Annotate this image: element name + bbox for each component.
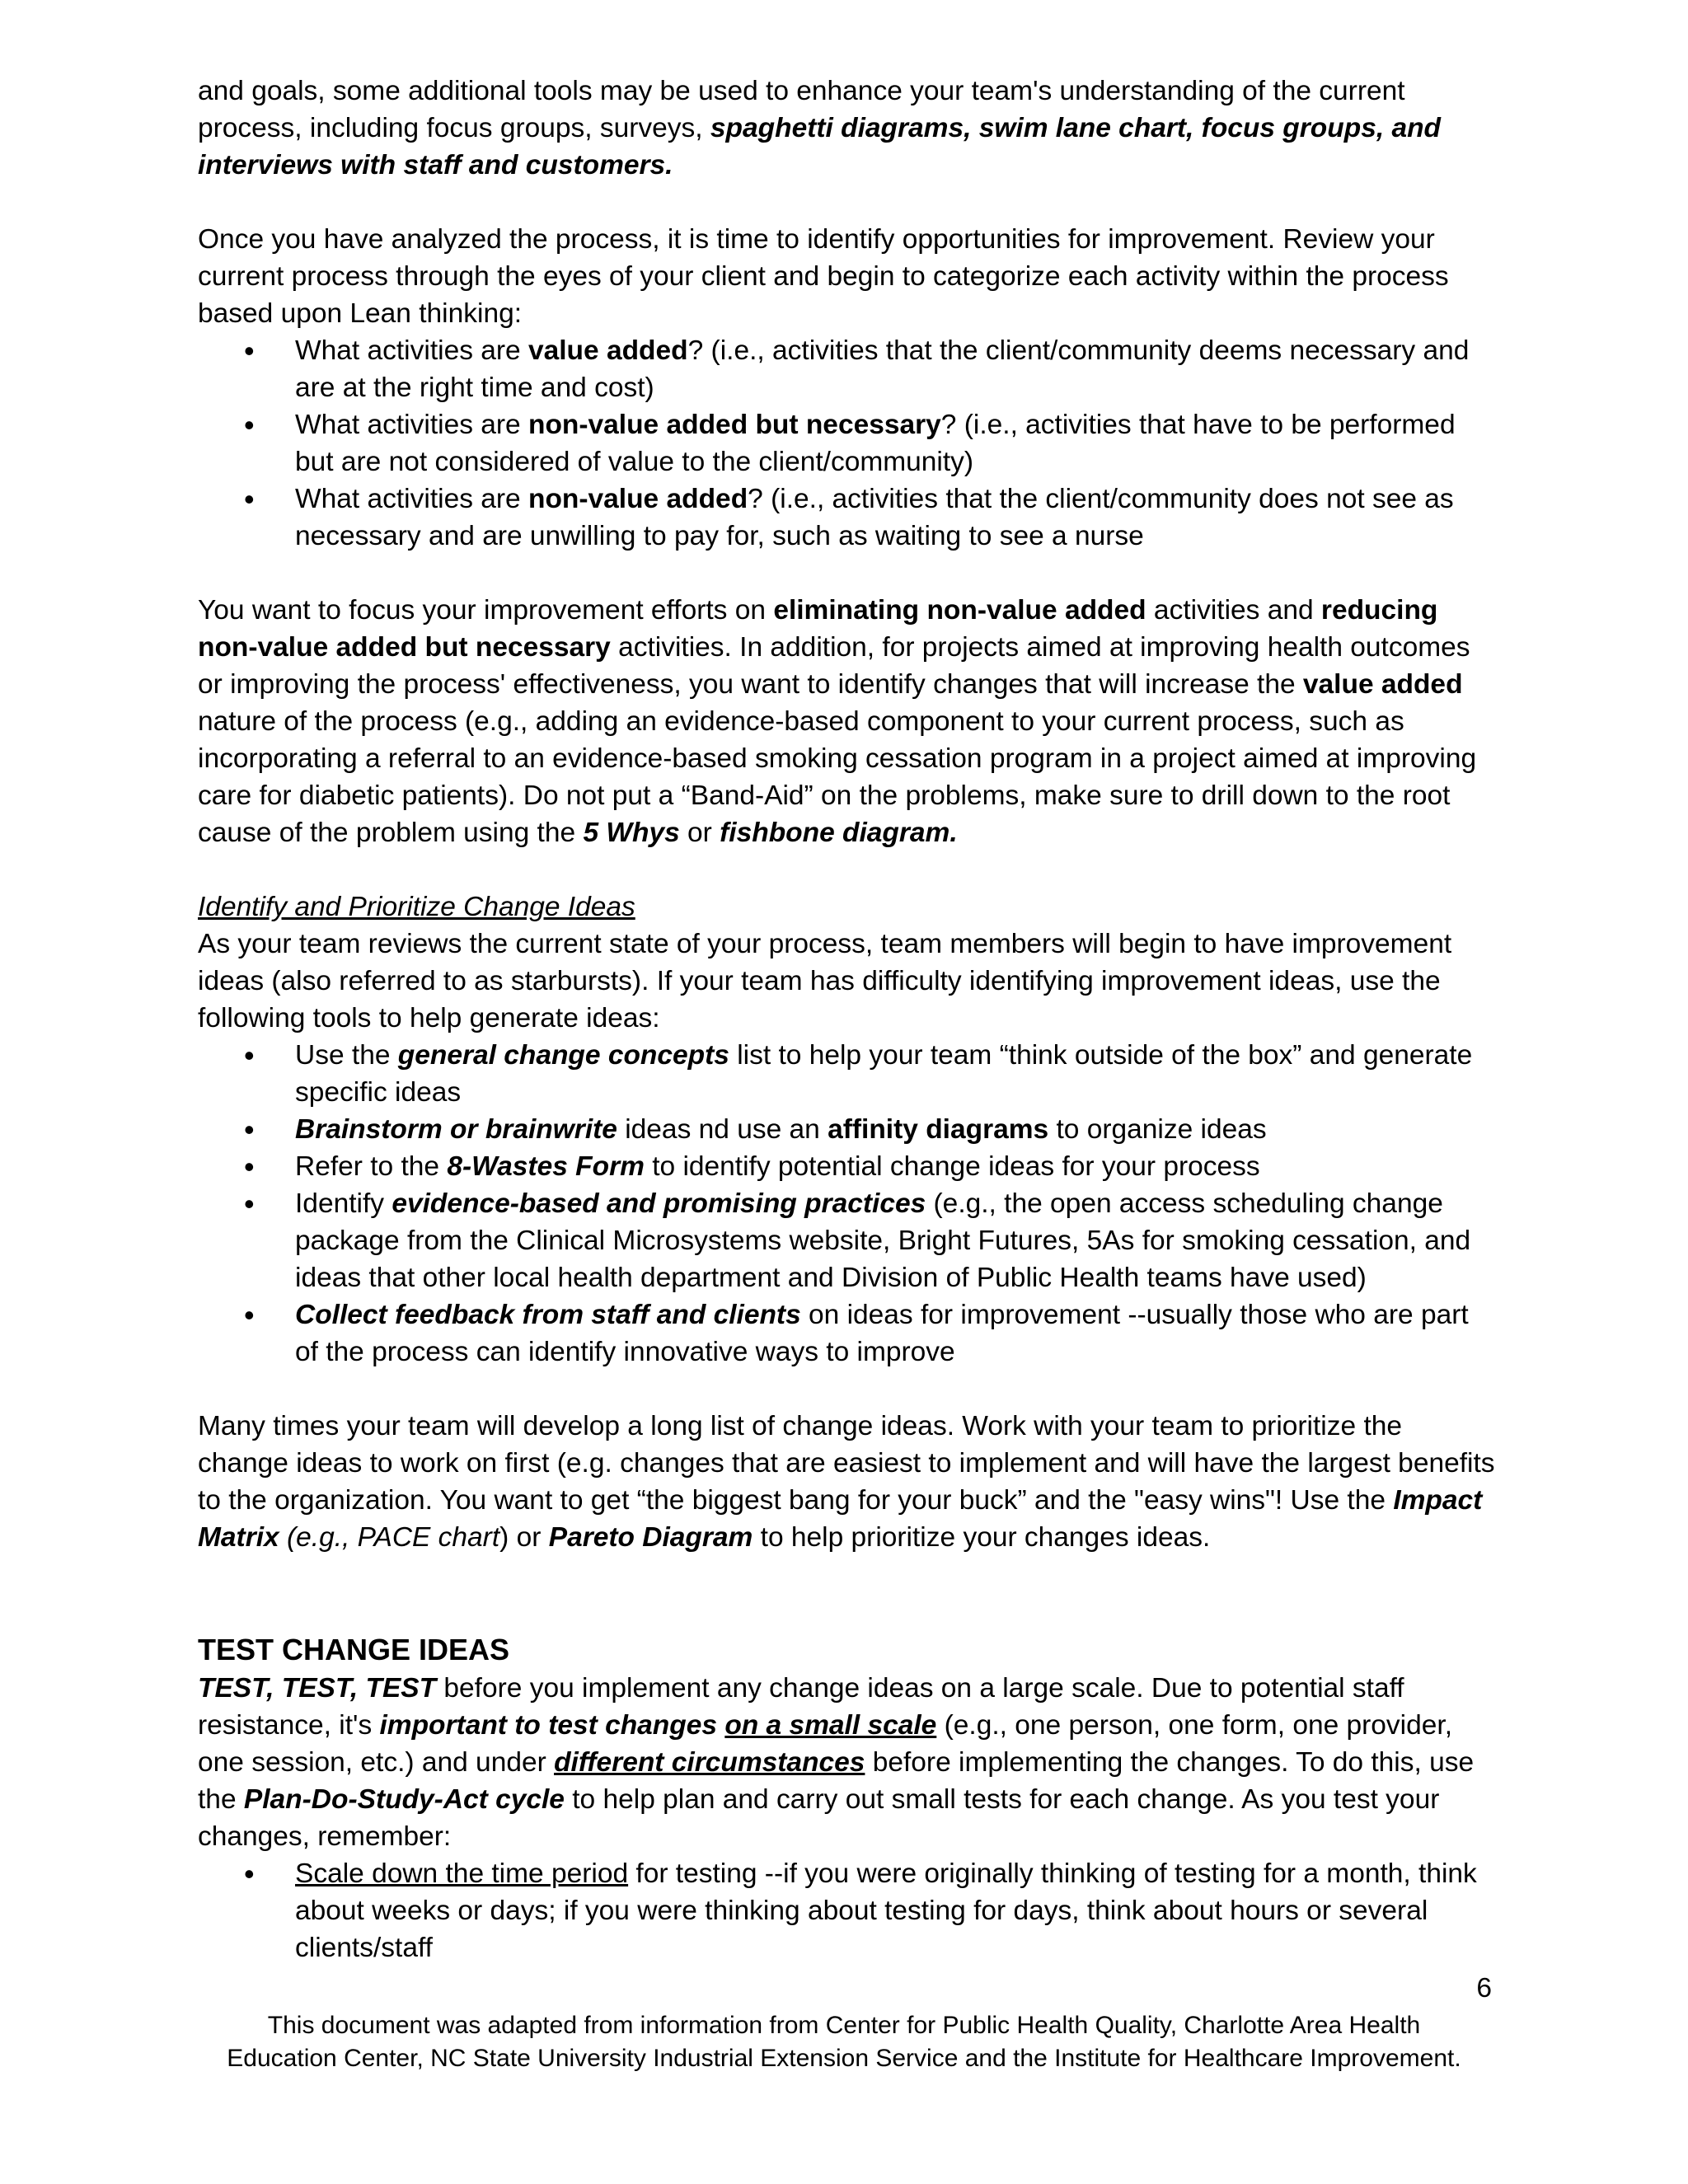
emphasis-run: spaghetti diagrams, swim lane chart, focus groups, and interviews with staff and customers. bbox=[198, 113, 1442, 180]
list-item: • Brainstorm or brainwrite ideas nd use an affinity diagrams to organize ideas bbox=[295, 1111, 1496, 1148]
list-item: • Scale down the time period for testing --if you were originally thinking of testing for a month, think about weeks or days; if you were thinking about testing for days, think about hours or several clients/staff bbox=[295, 1855, 1496, 1966]
footer-line: This document was adapted from information from Center for Public Health Quality, Charlotte Area Health bbox=[267, 2012, 1421, 2039]
list-item: • What activities are non-value added but necessary? (i.e., activities that have to be performed but are not considered of value to the client/community) bbox=[295, 406, 1496, 480]
section-heading: TEST CHANGE IDEAS bbox=[198, 1633, 510, 1666]
analysis-paragraph: Once you have analyzed the process, it is time to identify opportunities for improvement. Review your current process through the eyes of your client and begin to categorize each activity within the process based upon Lean thinking: bbox=[198, 224, 1449, 329]
list-item: • What activities are non-value added? (i.e., activities that the client/community does not see as necessary and are unwilling to pay for, such as waiting to see a nurse bbox=[295, 480, 1496, 555]
list-item: • What activities are value added? (i.e., activities that the client/community deems necessary and are at the right time and cost) bbox=[295, 332, 1496, 406]
intro-paragraph bbox=[198, 73, 1496, 184]
focus-paragraph: You want to focus your improvement efforts on eliminating non-value added activities and reducing non-value added but necessary activities. In addition, for projects aimed at improving health outcomes or improving the process' effectiveness, you want to identify changes that will increase the value added nature of the process (e.g., adding an evidence-based component to your current process, such as incorporating a referral to an evidence-based smoking cessation program in a project aimed at improving care for diabetic patients). Do not put a “Band-Aid” on the problems, make sure to drill down to the root cause of the problem using the 5 Whys or fishbone diagram. bbox=[198, 595, 1477, 848]
footer-line: Education Center, NC State University Industrial Extension Service and the Institute for Healthcare Improvement. bbox=[227, 2045, 1461, 2072]
ideas-paragraph: As your team reviews the current state of your process, team members will begin to have improvement ideas (also referred to as starbursts). If your team has difficulty identifying improvement ideas, use the following tools to help generate ideas: bbox=[198, 929, 1452, 1033]
page-number: 6 bbox=[1476, 1973, 1492, 2004]
document-body bbox=[198, 73, 1496, 1966]
text-run: and goals, some additional tools may be used to enhance your team's understanding of the current process, including focus groups, surveys, bbox=[198, 76, 1405, 143]
prioritize-paragraph: Many times your team will develop a long list of change ideas. Work with your team to prioritize the change ideas to work on first (e.g. changes that are easiest to implement and will have the largest benefits to the organization. You want to get “the biggest bang for your buck” and the "easy wins"! Use the Impact Matrix (e.g., PACE chart) or Pareto Diagram to help prioritize your changes ideas. bbox=[198, 1411, 1495, 1553]
list-item: • Identify evidence-based and promising practices (e.g., the open access scheduling change package from the Clinical Microsystems website, Bright Futures, 5As for smoking cessation, and ideas that other local health department and Division of Public Health teams have used) bbox=[295, 1185, 1496, 1296]
lean-thinking-list bbox=[198, 332, 1496, 555]
footer bbox=[0, 2009, 1688, 2075]
test-paragraph: TEST, TEST, TEST before you implement any change ideas on a large scale. Due to potential staff resistance, it's important to test changes on a small scale (e.g., one person, one form, one provider, one session, etc.) and under different circumstances before implementing the changes. To do this, use the Plan-Do-Study-Act cycle to help plan and carry out small tests for each change. As you test your changes, remember: bbox=[198, 1673, 1475, 1852]
test-tips-list bbox=[198, 1855, 1496, 1966]
list-item: • Refer to the 8-Wastes Form to identify potential change ideas for your process bbox=[295, 1148, 1496, 1185]
list-item: • Collect feedback from staff and clients on ideas for improvement --usually those who are part of the process can identify innovative ways to improve bbox=[295, 1296, 1496, 1371]
change-ideas-list bbox=[198, 1037, 1496, 1371]
list-item: • Use the general change concepts list to help your team “think outside of the box” and generate specific ideas bbox=[295, 1037, 1496, 1111]
subheading: Identify and Prioritize Change Ideas bbox=[198, 892, 635, 922]
